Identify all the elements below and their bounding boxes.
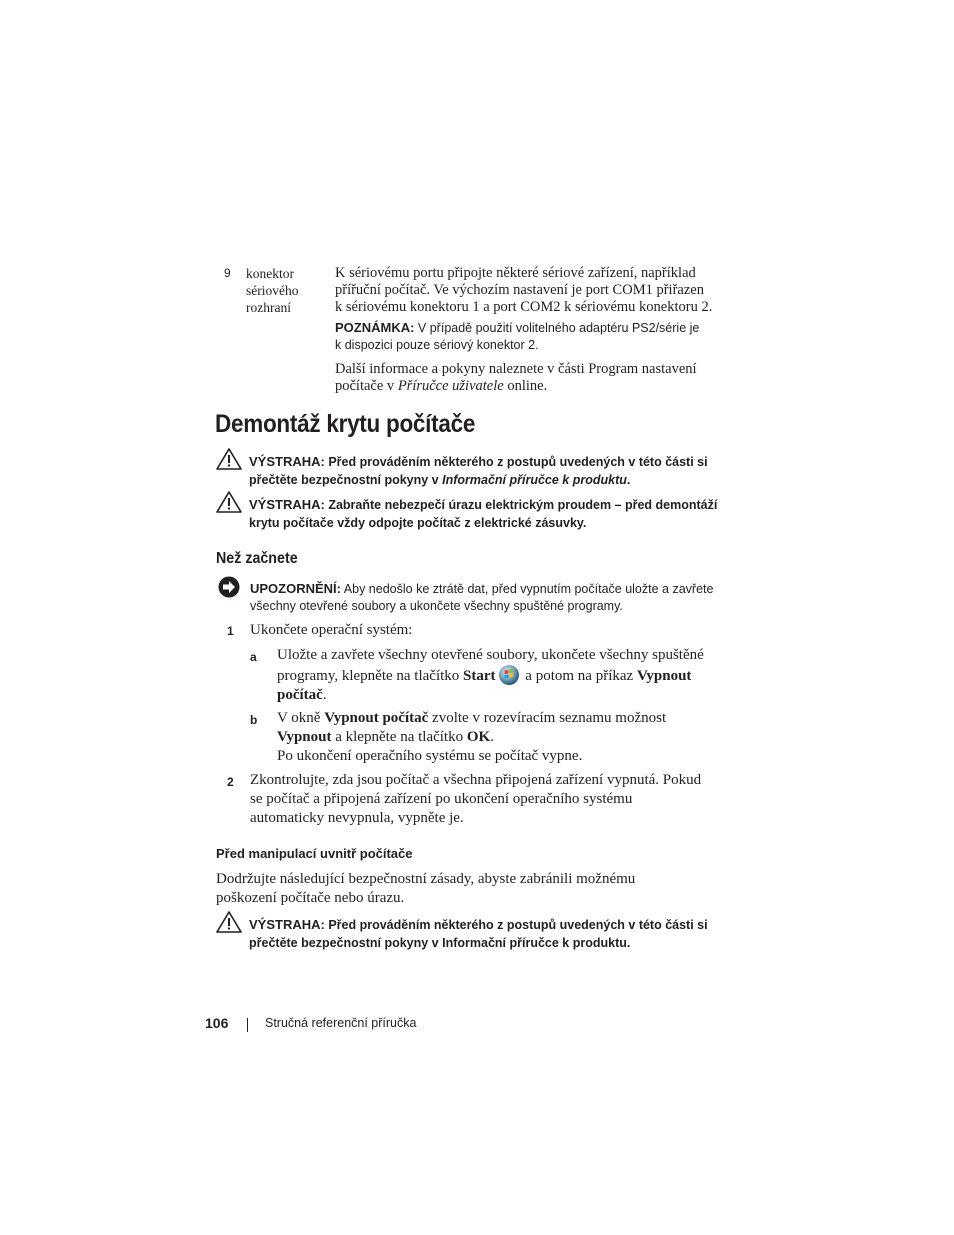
page-number: 106 xyxy=(205,1015,229,1031)
minor-heading: Před manipulací uvnitř počítače xyxy=(216,846,413,861)
table-row-number: 9 xyxy=(224,266,231,280)
table-row-more-info xyxy=(335,361,720,395)
substep-line: zvolte v rozevíracím seznamu možnost xyxy=(428,710,667,726)
note-label: POZNÁMKA: xyxy=(335,320,415,335)
label-line: sériového xyxy=(246,283,299,298)
paragraph-line: poškození počítače nebo úrazu. xyxy=(216,890,405,906)
page-title: Demontáž krytu počítače xyxy=(215,410,476,438)
warning-label: VÝSTRAHA: xyxy=(249,454,325,469)
substep-letter: a xyxy=(250,650,257,664)
substep-line: a klepněte na tlačítko xyxy=(331,729,467,745)
substep-line-end: . xyxy=(490,729,494,745)
label-line: konektor xyxy=(246,266,294,281)
warning-block xyxy=(249,916,719,952)
desc-line: K sériovému portu připojte některé sériové zařízení, například xyxy=(335,265,696,281)
step-line: automaticky nevypnula, vypněte je. xyxy=(250,810,464,826)
warning-text: přečtěte bezpečnostní pokyny v xyxy=(249,473,443,487)
warning-text: přečtěte bezpečnostní pokyny v Informační příručce k produktu. xyxy=(249,936,631,950)
warning-text: Před prováděním některého z postupů uvedených v této části si xyxy=(328,455,708,469)
substep-text xyxy=(277,646,727,705)
note-text: k dispozici pouze sériový konektor 2. xyxy=(335,338,539,352)
label-line: rozhraní xyxy=(246,300,291,315)
warning-triangle-icon xyxy=(216,448,242,470)
section-subtitle: Než začnete xyxy=(216,550,298,567)
footer-divider xyxy=(247,1018,248,1032)
warning-text: Zabraňte nebezpečí úrazu elektrickým proudem – před demontáží xyxy=(328,498,718,512)
substep-line: a potom na příkaz xyxy=(521,668,637,684)
manual-reference: Informační příručce k produktu xyxy=(442,473,627,487)
notice-label: UPOZORNĚNÍ: xyxy=(250,581,341,596)
warning-triangle-icon xyxy=(216,491,242,513)
desc-line: k sériovému konektoru 1 a port COM2 k sériovému konektoru 2. xyxy=(335,299,713,315)
notice-text: Aby nedošlo ke ztrátě dat, před vypnutím počítače uložte a zavřete xyxy=(343,582,714,596)
manual-reference: Příručce uživatele xyxy=(397,378,504,394)
step-text xyxy=(250,771,725,828)
start-button-name: Start xyxy=(463,668,496,684)
substep-line: programy, klepněte na tlačítko xyxy=(277,668,464,684)
warning-block xyxy=(249,496,719,532)
note-text: V případě použití volitelného adaptéru PS2/série je xyxy=(417,321,700,335)
desc-line: přířuční počítač. Ve výchozím nastavení je port COM1 přiřazen xyxy=(335,282,704,298)
warning-label: VÝSTRAHA: xyxy=(249,917,325,932)
notice-arrow-icon xyxy=(218,576,240,598)
command-name: Vypnout xyxy=(636,668,692,684)
notice-block xyxy=(250,580,720,615)
table-row-note xyxy=(335,319,720,354)
footer-title: Stručná referenční příručka xyxy=(265,1016,417,1030)
warning-label: VÝSTRAHA: xyxy=(249,497,325,512)
more-line-pre: počítače v xyxy=(335,378,398,394)
warning-text-end: . xyxy=(626,473,631,487)
warning-block xyxy=(249,453,719,489)
step-line: se počítač a připojená zařízení po ukončení operačního systému xyxy=(250,791,633,807)
substep-line-end: . xyxy=(322,687,327,703)
option-name: Vypnout xyxy=(277,729,332,745)
command-name: počítač xyxy=(277,687,323,703)
substep-text xyxy=(277,709,727,766)
substep-line: Po ukončení operačního systému se počítač vypne. xyxy=(277,748,583,764)
step-number: 1 xyxy=(227,624,234,638)
step-text: Ukončete operační systém: xyxy=(250,622,413,638)
step-line: Zkontrolujte, zda jsou počítač a všechna připojená zařízení vypnutá. Pokud xyxy=(250,772,702,788)
more-line-post: online. xyxy=(503,378,548,394)
paragraph xyxy=(216,870,716,908)
warning-triangle-icon xyxy=(216,911,242,933)
table-row-description xyxy=(335,265,720,316)
more-line: Další informace a pokyny naleznete v části Program nastavení xyxy=(335,361,697,377)
step-number: 2 xyxy=(227,775,234,789)
windows-start-icon xyxy=(499,665,519,685)
button-name: OK xyxy=(466,729,491,745)
warning-text: krytu počítače vždy odpojte počítač z elektrické zásuvky. xyxy=(249,516,587,530)
paragraph-line: Dodržujte následující bezpečnostní zásady, abyste zabránili možnému xyxy=(216,871,636,887)
substep-line: V okně xyxy=(277,710,325,726)
substep-line: Uložte a zavřete všechny otevřené soubory, ukončete všechny spuštěné xyxy=(277,647,704,663)
substep-letter: b xyxy=(250,713,258,727)
warning-text: Před prováděním některého z postupů uvedených v této části si xyxy=(328,918,708,932)
dialog-name: Vypnout počítač xyxy=(324,710,429,726)
notice-text: všechny otevřené soubory a ukončete všechny spuštěné programy. xyxy=(250,599,623,613)
table-row-label xyxy=(246,265,330,316)
